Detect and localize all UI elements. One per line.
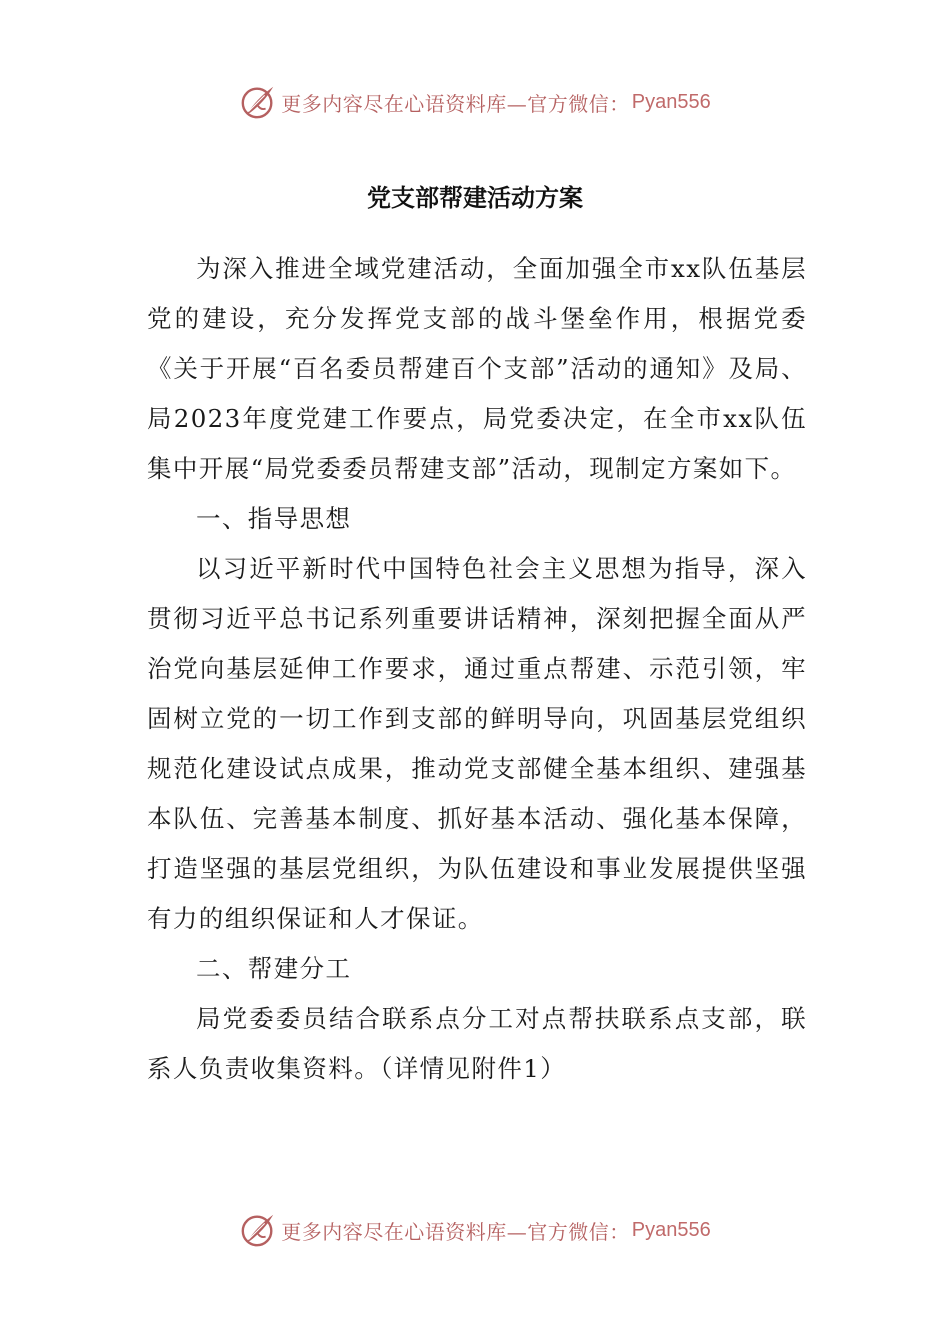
paragraph-division-of-work: 局党委委员结合联系点分工对点帮扶联系点支部，联系人负责收集资料。（详情见附件1） [147,1004,807,1083]
watermark-banner-bottom [0,1208,950,1252]
quill-logo-icon [239,83,277,121]
watermark-banner-top [0,80,950,124]
section-heading-guiding-ideology: 一、指导思想 [196,504,352,533]
section-heading-division-of-work: 二、帮建分工 [196,954,352,983]
quill-logo-icon [239,1211,277,1249]
paragraph-guiding-ideology: 以习近平新时代中国特色社会主义思想为指导，深入贯彻习近平总书记系列重要讲话精神，深刻把握全面从严治党向基层延伸工作要求，通过重点帮建、示范引领，牢固树立党的一切工作到支部的鲜明导向，巩固基层党组织规范化建设试点成果，推动党支部健全基本组织、建强基本队伍、完善基本制度、抓好基本活动、强化基本保障，打造坚强的基层党组织，为队伍建设和事业发展提供坚强有力的组织保证和人才保证。 [147,554,807,933]
watermark-text: 更多内容尽在心语资料库—官方微信： [281,1219,630,1244]
document-title: 党支部帮建活动方案 [367,183,583,212]
paragraph-intro: 为深入推进全域党建活动，全面加强全市xx队伍基层党的建设，充分发挥党支部的战斗堡垒作用，根据党委《关于开展“百名委员帮建百个支部”活动的通知》及局、局2023年度党建工作要点，局党委决定，在全市xx队伍集中开展“局党委委员帮建支部”活动，现制定方案如下。 [147,254,807,483]
watermark-id: Pyan556 [631,1218,711,1241]
document-body [147,244,807,1094]
watermark-text: 更多内容尽在心语资料库—官方微信： [281,91,630,116]
watermark-id: Pyan556 [631,90,711,113]
